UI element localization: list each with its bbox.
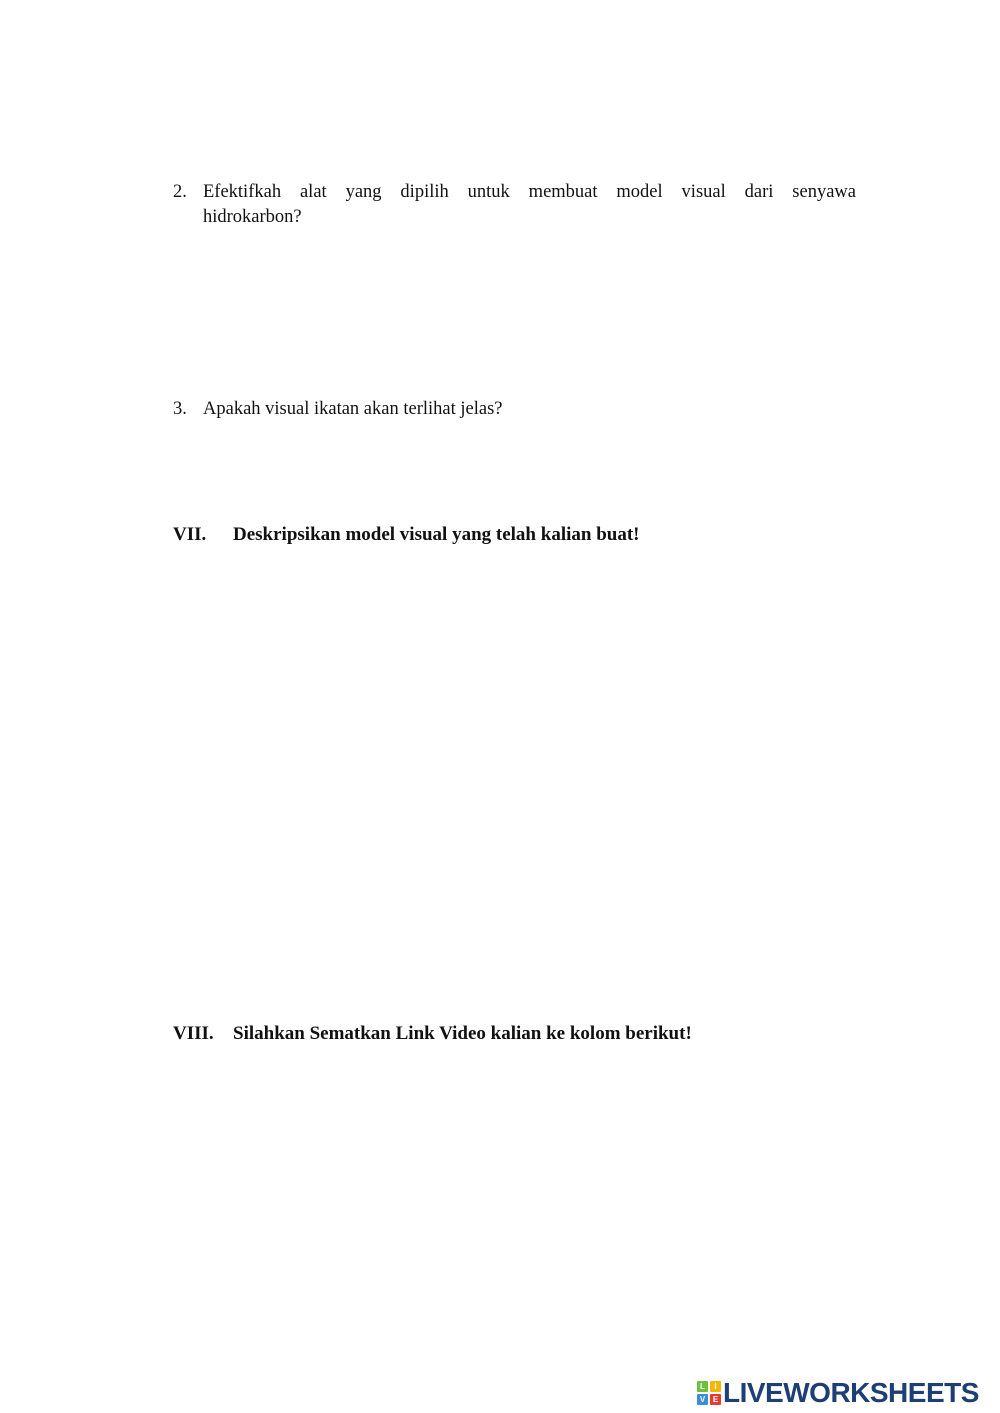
question-number: 3.	[173, 399, 187, 419]
section-number: VIII.	[173, 1023, 214, 1044]
question-text: Apakah visual ikatan akan terlihat jelas?	[203, 399, 503, 419]
section-title: Deskripsikan model visual yang telah kalian buat!	[233, 524, 640, 545]
live-tiles-icon	[697, 1381, 721, 1405]
question-text	[203, 180, 856, 230]
logo-text: LIVEWORKSHEETS	[723, 1377, 979, 1408]
section-number: VII.	[173, 524, 207, 545]
liveworksheets-logo	[697, 1379, 979, 1407]
question-text-line-1: Efektifkah alat yang dipilih untuk membuat model visual dari senyawa	[203, 182, 856, 202]
tile-v: V	[697, 1394, 708, 1405]
question-number: 2.	[173, 182, 187, 202]
section-heading-vii	[173, 522, 639, 547]
question-text-line-2: hidrokarbon?	[203, 207, 302, 227]
tile-i: I	[710, 1381, 721, 1392]
section-title: Silahkan Sematkan Link Video kalian ke kolom berikut!	[233, 1023, 692, 1044]
question-3	[173, 397, 856, 422]
section-heading-viii	[173, 1021, 692, 1046]
question-2	[173, 180, 856, 230]
tile-e: E	[710, 1394, 721, 1405]
tile-l: L	[697, 1381, 708, 1392]
